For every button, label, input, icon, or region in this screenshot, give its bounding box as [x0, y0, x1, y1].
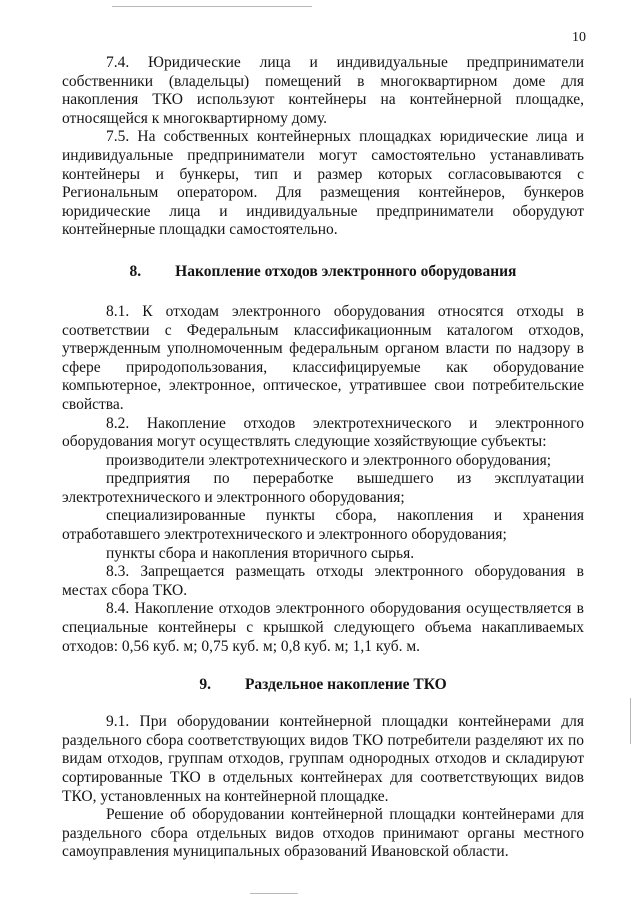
list-item-recycling-points: пункты сбора и накопления вторичного сырья. [106, 544, 415, 562]
page-number: 10 [572, 30, 586, 45]
paragraph-9-1: 9.1. При оборудовании контейнерной площадки контейнерами для раздельного сбора соответствующих видов ТКО потребители разделяют их по видам отходов, группам отходов, группам однородных отходов и складируют сортированные ТКО в отдельных контейнерах для соответствующих видов ТКО, установленных на контейнерной площадке. [62, 713, 584, 805]
scan-artifact-right [630, 698, 631, 744]
list-item-processing: предприятия по переработке вышедшего из эксплуатации электротехнического и электронного оборудования; [62, 470, 584, 506]
paragraph-8-3: 8.3. Запрещается размещать отходы электронного оборудования в местах сбора ТКО. [62, 563, 584, 599]
scan-artifact-top [112, 6, 312, 7]
paragraph-7-5: 7.5. На собственных контейнерных площадках юридические лица и индивидуальные предприниматели могут самостоятельно устанавливать контейнеры и бункеры, тип и размер которых согласовываются с Региональным оператором. Для размещения контейнеров, бункеров юридические лица и индивидуальные предприниматели оборудуют контейнерные площадки самостоятельно. [62, 128, 584, 239]
paragraph-8-2: 8.2. Накопление отходов электротехнического и электронного оборудования могут осуществлять следующие хозяйствующие субъекты: [62, 414, 584, 451]
section-9-title: Раздельное накопление ТКО [244, 676, 447, 694]
section-8-title: Накопление отходов электронного оборудования [175, 262, 517, 280]
scan-artifact-bottom [250, 893, 298, 894]
paragraph-9-decision: Решение об оборудовании контейнерной площадки контейнерами для раздельного сбора отдельных видов отходов принимают органы местного самоуправления муниципальных образований Ивановской области. [62, 806, 584, 861]
section-8-heading [62, 262, 584, 281]
section-9-heading [62, 675, 584, 694]
list-item-producers: производители электротехнического и электронного оборудования; [106, 451, 552, 469]
section-8-number: 8. [129, 262, 142, 280]
paragraph-8-1: 8.1. К отходам электронного оборудования относятся отходы в соответствии с Федеральным классификационным каталогом отходов, утвержденным уполномоченным федеральным органом власти по надзору в сфере природопользования, классифицируемые как оборудование компьютерное, электронное, оптическое, утратившее свои потребительские свойства. [62, 302, 584, 413]
list-item-collection-points: специализированные пункты сбора, накопления и хранения отработавшего электротехнического и электронного оборудования; [62, 507, 584, 544]
paragraph-7-4: 7.4. Юридические лица и индивидуальные предприниматели собственники (владельцы) помещений в многоквартирном доме для накопления ТКО используют контейнеры на контейнерной площадке, относящейся к многоквартирному дому. [62, 54, 584, 127]
section-9-number: 9. [199, 676, 211, 694]
document-body [62, 54, 584, 862]
paragraph-8-4: 8.4. Накопление отходов электронного оборудования осуществляется в специальные контейнеры с крышкой следующего объема накапливаемых отходов: 0,56 куб. м; 0,75 куб. м; 0,8 куб. м; 1,1 куб. м. [62, 600, 584, 655]
